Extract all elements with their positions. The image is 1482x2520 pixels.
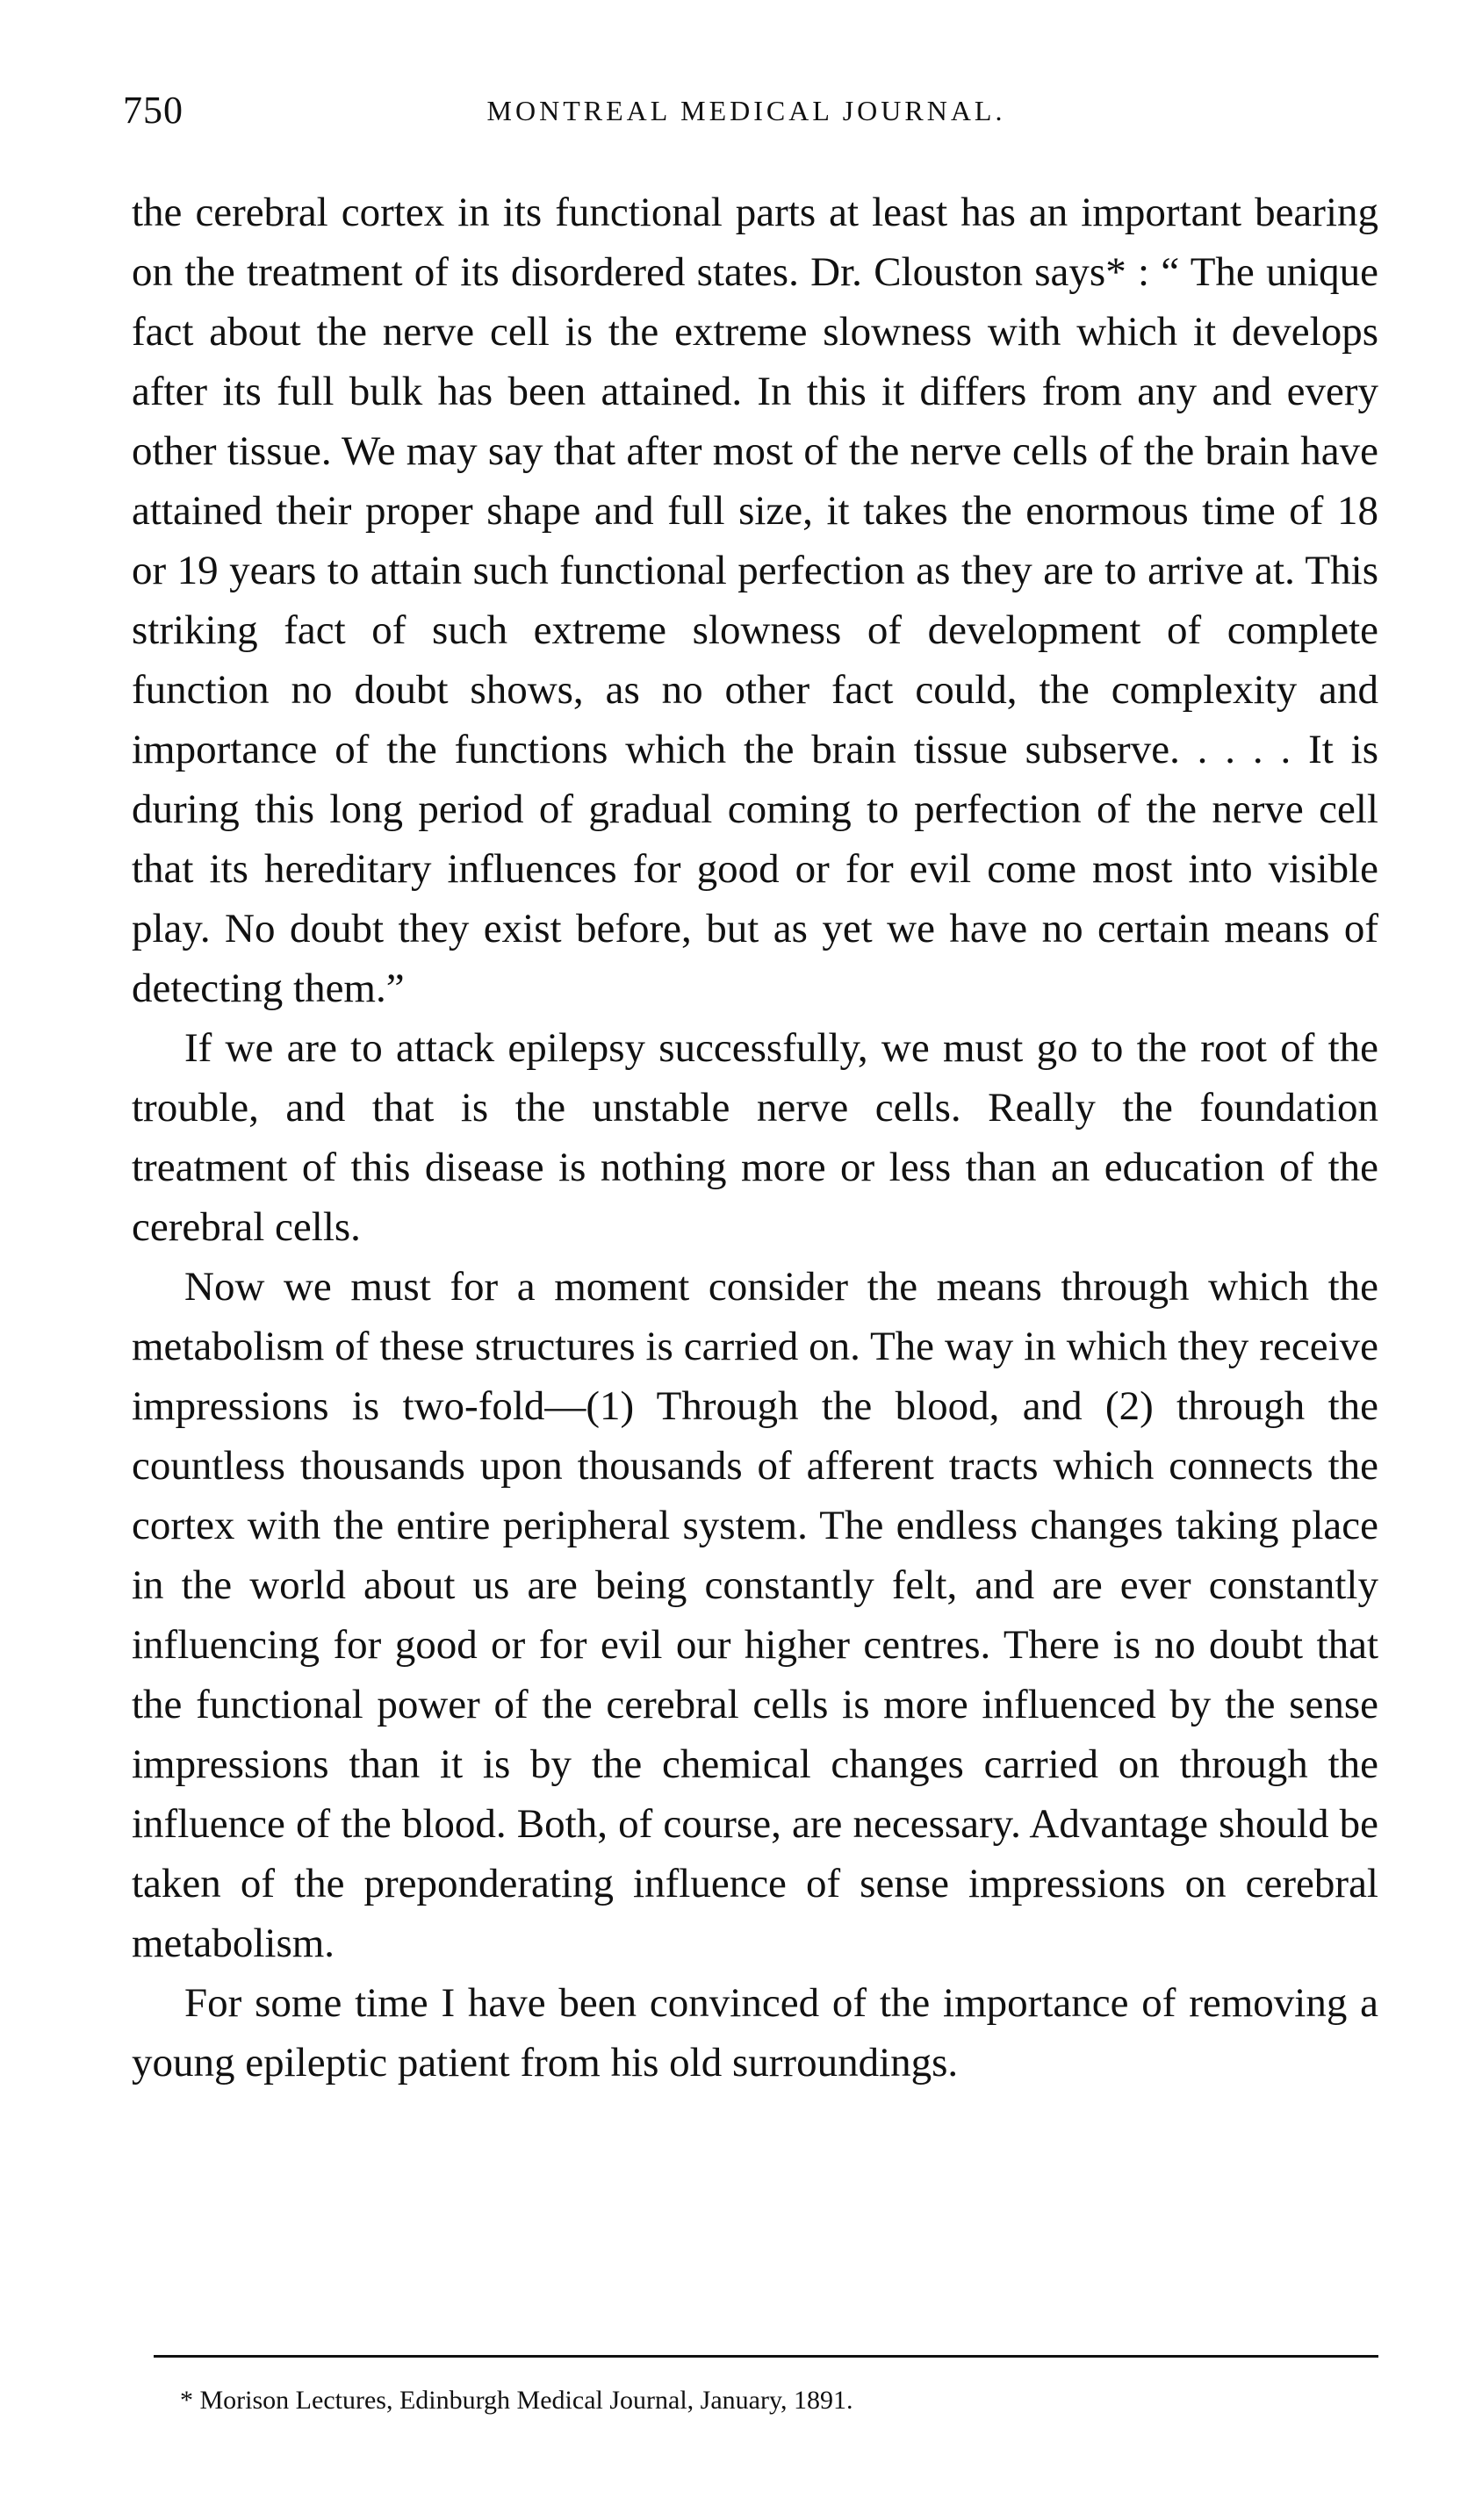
running-title: MONTREAL MEDICAL JOURNAL.: [486, 95, 1006, 126]
paragraph-continuation: the cerebral cortex in its functional parts at least has an important bearing on the treatment of its disordered states. Dr. Clouston says* : “ The unique fact about the nerve cell is the extreme slowness with which it develops after its full bulk has been attained. In this it differs from any and every other tissue. We may say that after most of the nerve cells of the brain have attained their proper shape and full size, it takes the enormous time of 18 or 19 years to attain such functional perfection as they are to arrive at. This striking fact of such extreme slowness of development of complete function no doubt shows, as no other fact could, the complexity and importance of the functions which the brain tissue subserve. . . . . It is during this long period of gradual coming to perfection of the nerve cell that its hereditary influences for good or for evil come most into visible play. No doubt they exist before, but as yet we have no certain means of detecting them.”: [132, 190, 1378, 1011]
paragraph-epilepsy: If we are to attack epilepsy successfully, we must go to the root of the trouble, and that is the unstable nerve cells. Really the foundation treatment of this disease is nothing more or less than an education of the cerebral cells.: [132, 1025, 1378, 1250]
paragraph-metabolism: Now we must for a moment consider the means through which the metabolism of these structures is carried on. The way in which they receive impressions is two-fold—(1) Through the blood, and (2) through the countless thousands upon thousands of afferent tracts which connects the cortex with the entire peripheral system. The endless changes taking place in the world about us are being constantly felt, and are ever constantly influencing for good or for evil our higher centres. There is no doubt that the functional power of the cerebral cells is more influenced by the sense impressions than it is by the chemical changes carried on through the influence of the blood. Both, of course, are necessary. Advantage should be taken of the preponderating influence of sense impressions on cerebral metabolism.: [132, 1264, 1378, 1966]
footnote: * Morison Lectures, Edinburgh Medical Journal, January, 1891.: [180, 2386, 853, 2415]
footnote-rule: [154, 2355, 1378, 2358]
page-header: [123, 88, 1370, 140]
body-text: [132, 183, 1378, 2093]
paragraph-surroundings: For some time I have been convinced of the importance of removing a young epileptic patient from his old surroundings.: [132, 1980, 1378, 2086]
page-number: 750: [123, 89, 183, 132]
